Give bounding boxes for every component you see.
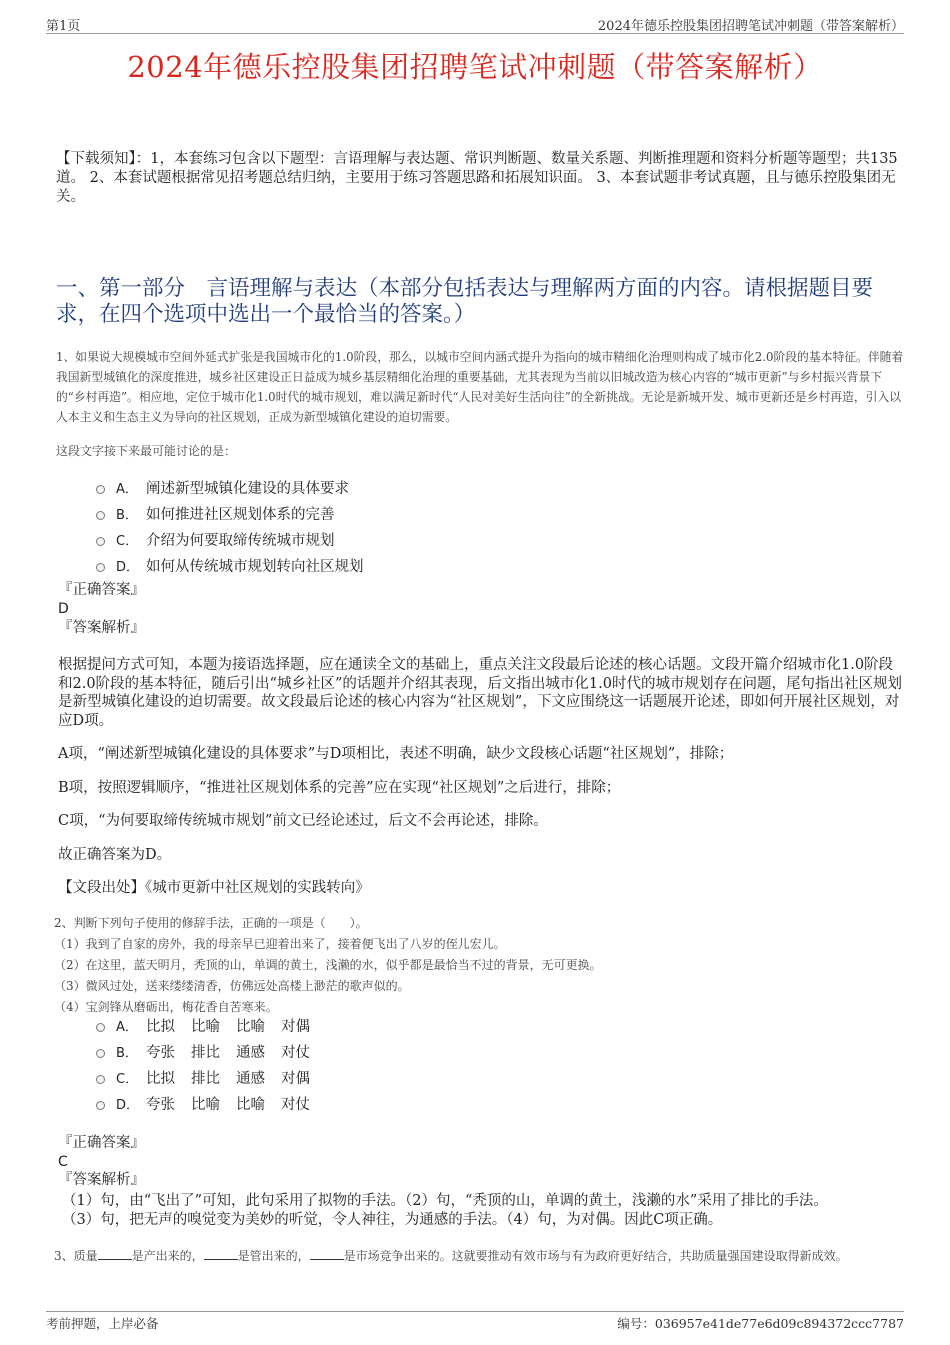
answer-blank[interactable] xyxy=(98,1248,132,1260)
radio-icon[interactable] xyxy=(96,1023,105,1032)
option-c[interactable]: C． 介绍为何要取缔传统城市规划 xyxy=(96,526,796,552)
option-b[interactable]: B． 如何推进社区规划体系的完善 xyxy=(96,500,796,526)
section-heading: 一、第一部分 言语理解与表达（本部分包括表达与理解两方面的内容。请根据题目要求，在四个选项中选出一个最恰当的答案。） xyxy=(56,276,874,327)
source-citation: 【文段出处】《城市更新中社区规划的实践转向》 xyxy=(58,880,370,896)
option-b[interactable]: B． 夸张 排比 通感 对仗 xyxy=(96,1038,796,1064)
question-2 xyxy=(54,913,904,1018)
option-a[interactable]: A． 阐述新型城镇化建设的具体要求 xyxy=(96,474,796,500)
footer-doc-id: 编号：036957e41de77e6d09c894372ccc7787 xyxy=(617,1316,904,1331)
option-a[interactable]: A． 比拟 比喻 比喻 对偶 xyxy=(96,1012,796,1038)
radio-icon[interactable] xyxy=(96,1075,105,1084)
option-c[interactable]: C． 比拟 排比 通感 对偶 xyxy=(96,1064,796,1090)
answer-value: D xyxy=(58,601,69,617)
radio-icon[interactable] xyxy=(96,537,105,546)
question-1-prompt: 这段文字接下来最可能讨论的是： xyxy=(56,444,237,458)
analysis-paragraph: 根据提问方式可知，本题为接语选择题，应在通读全文的基础上，重点关注文段最后论述的核心话题。文段开篇介绍城市化1.0阶段和2.0阶段的基本特征，随后引出“城乡社区”的话题并介绍其表现，后文指出城市化1.0时代的城市规划存在问题，尾句指出社区规划是新型城镇化建设的迫切需要。故文段最后论述的核心内容为“社区规划”，下文应围绕这一话题展开论述，即如何开展社区规划，对应D项。 xyxy=(58,657,902,729)
option-d[interactable]: D． 夸张 比喻 比喻 对仗 xyxy=(96,1090,796,1116)
answer-label: 『正确答案』 xyxy=(58,1135,145,1151)
answer-label: 『正确答案』 xyxy=(58,582,145,598)
question-2-stem: 2、判断下列句子使用的修辞手法，正确的一项是（ ）。 xyxy=(54,916,368,930)
radio-icon[interactable] xyxy=(96,1101,105,1110)
page-number: 第1页 xyxy=(46,19,81,34)
radio-icon[interactable] xyxy=(96,1049,105,1058)
sentence: （3）微风过处，送来缕缕清香，仿佛远处高楼上渺茫的歌声似的。 xyxy=(54,979,410,993)
question-1-answer xyxy=(58,581,908,638)
question-3: 3、质量 是产出来的， 是管出来的， 是市场竞争出来的。这就要推动有效市场与有为政府更好结合，共助质量强国建设取得新成效。 xyxy=(54,1249,848,1263)
analysis-paragraph: （1）句，由“飞出了”可知，此句采用了拟物的手法。（2）句，“秃顶的山，单调的黄土，浅濑的水”采用了排比的手法。 xyxy=(62,1193,828,1209)
answer-blank[interactable] xyxy=(310,1248,344,1260)
header-divider xyxy=(46,33,904,34)
analysis-paragraph: （3）句，把无声的嗅觉变为美妙的听觉，令人神往，为通感的手法。（4）句，为对偶。因此C项正确。 xyxy=(62,1212,723,1228)
footer-slogan: 考前押题，上岸必备 xyxy=(46,1316,159,1331)
analysis-paragraph: A项，“阐述新型城镇化建设的具体要求”与D项相比，表述不明确，缺少文段核心话题“社区规划”，排除； xyxy=(58,746,734,762)
analysis-paragraph: 故正确答案为D。 xyxy=(58,846,172,863)
radio-icon[interactable] xyxy=(96,563,105,572)
analysis-label: 『答案解析』 xyxy=(58,620,145,636)
question-1-analysis xyxy=(58,656,906,913)
sentence: （1）我到了自家的房外，我的母亲早已迎着出来了，接着便飞出了八岁的侄儿宏儿。 xyxy=(54,937,506,951)
question-2-answer xyxy=(58,1134,145,1190)
sentence: （2）在这里，蓝天明月，秃顶的山，单调的黄土，浅濑的水，似乎都是最恰当不过的背景，无可更换。 xyxy=(54,958,602,972)
question-1-options xyxy=(96,474,796,578)
question-2-options xyxy=(96,1012,796,1116)
sentence: （4）宝剑锋从磨砺出，梅花香自苦寒来。 xyxy=(54,1000,278,1014)
question-1-stem: 1、如果说大规模城市空间外延式扩张是我国城市化的1.0阶段，那么，以城市空间内涵式提升为指向的城市精细化治理则构成了城市化2.0阶段的基本特征。伴随着我国新型城镇化的深度推进，城乡社区建设正日益成为城乡基层精细化治理的重要基础，尤其表现为当前以旧城改造为核心内容的“城市更新”与乡村振兴背景下的“乡村再造”。相应地，定位于城市化1.0时代的城市规划，难以满足新时代“人民对美好生活向往”的全新挑战。无论是新城开发、城市更新还是乡村再造，引入以人本主义和生态主义为导向的社区规划，正成为新型城镇化建设的迫切需要。 xyxy=(56,350,904,424)
footer-divider xyxy=(46,1311,904,1312)
download-notice: 【下载须知】：1，本套练习包含以下题型：言语理解与表达题、常识判断题、数量关系题、判断推理题和资料分析题等题型；共135道。 2、本套试题根据常见招考题总结归纳，主要用于练习答题思路和拓展知识面。 3、本套试题非考试真题，且与德乐控股集团无关。 xyxy=(56,151,898,205)
option-d[interactable]: D． 如何从传统城市规划转向社区规划 xyxy=(96,552,796,578)
radio-icon[interactable] xyxy=(96,511,105,520)
radio-icon[interactable] xyxy=(96,485,105,494)
answer-blank[interactable] xyxy=(204,1248,238,1260)
analysis-label: 『答案解析』 xyxy=(58,1172,145,1188)
header-doc-title: 2024年德乐控股集团招聘笔试冲刺题（带答案解析） xyxy=(597,19,904,34)
document-title: 2024年德乐控股集团招聘笔试冲刺题（带答案解析） xyxy=(127,50,823,84)
question-2-analysis xyxy=(62,1192,908,1230)
answer-value: C xyxy=(58,1153,68,1170)
analysis-paragraph: C项，“为何要取缔传统城市规划”前文已经论述过，后文不会再论述，排除。 xyxy=(58,813,548,829)
analysis-paragraph: B项，按照逻辑顺序，“推进社区规划体系的完善”应在实现“社区规划”之后进行，排除； xyxy=(58,779,621,796)
